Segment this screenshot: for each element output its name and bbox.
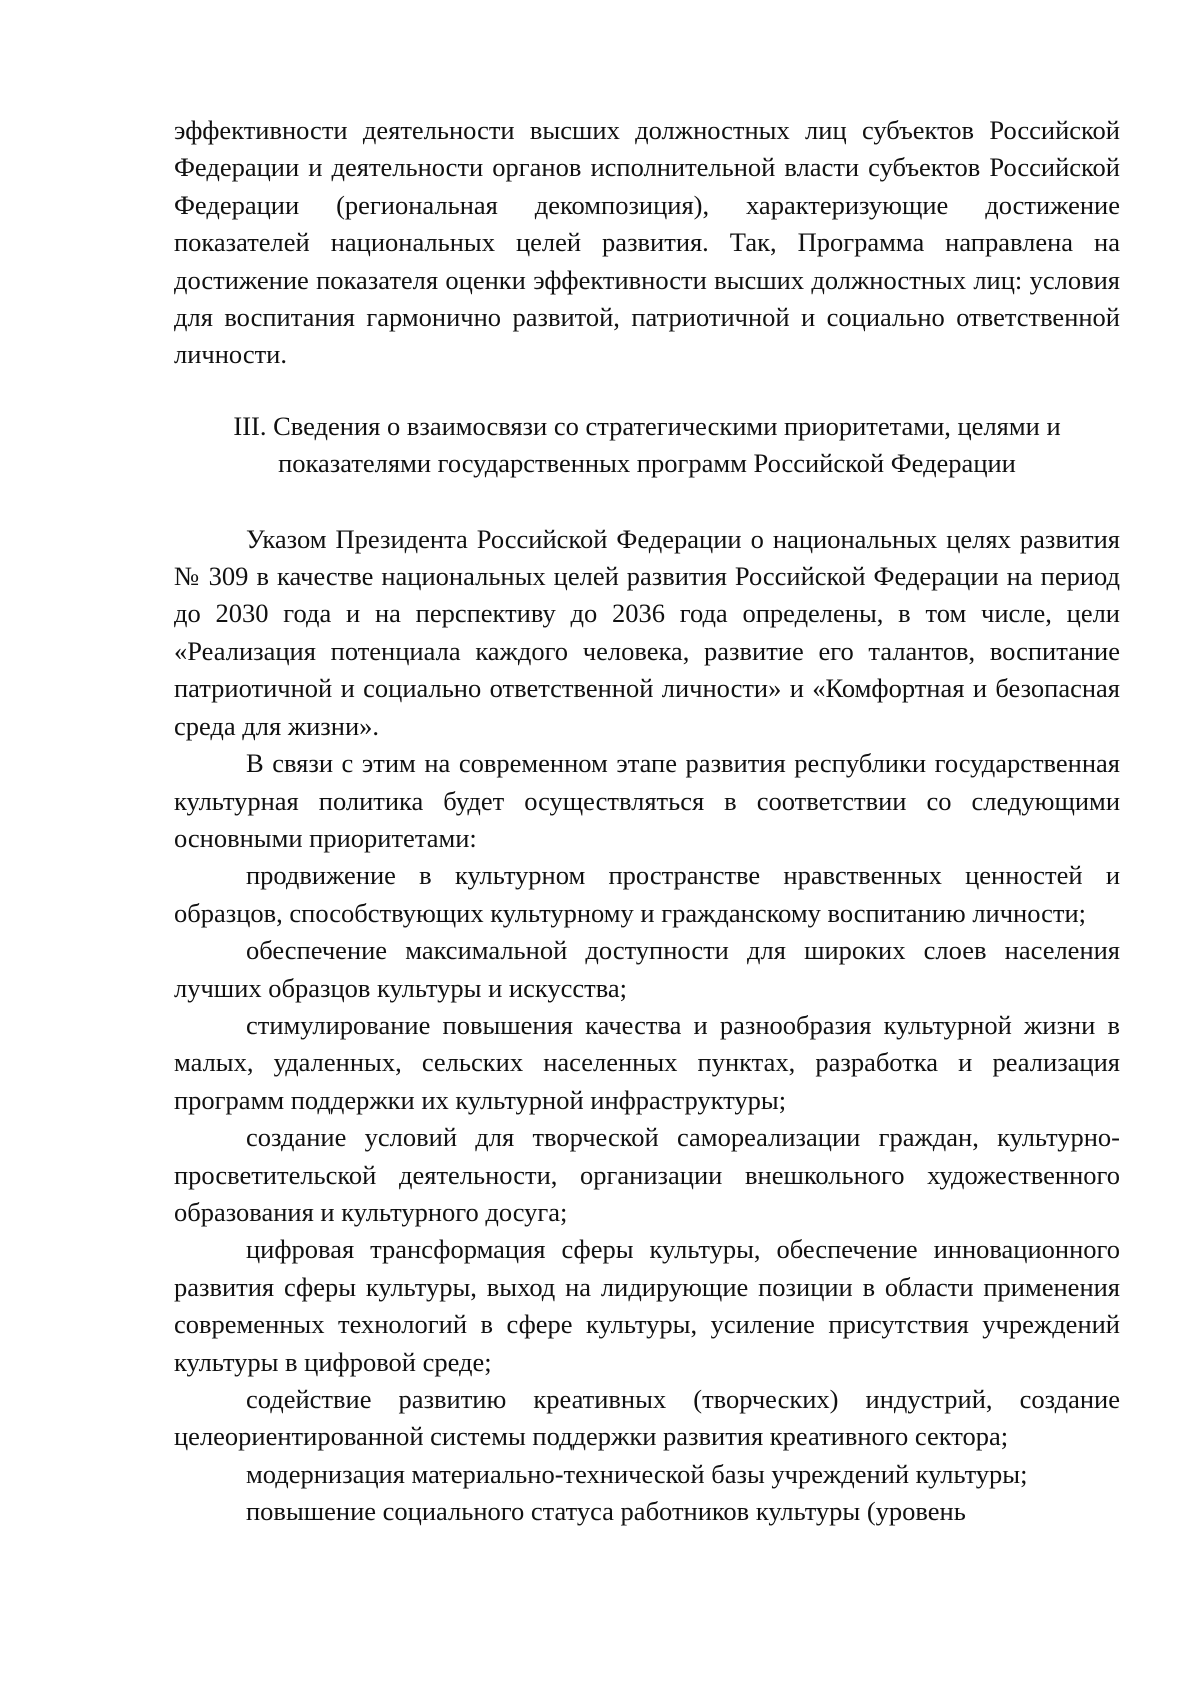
document-body	[174, 112, 1120, 1531]
priority-item: стимулирование повышения качества и разнообразия культурной жизни в малых, удаленных, сельских населенных пунктах, разработка и реализация программ поддержки их культурной инфраструктуры;	[174, 1009, 1120, 1115]
priority-item: модернизация материально-технической базы учреждений культуры;	[246, 1458, 1028, 1489]
priority-item: создание условий для творческой самореализации граждан, культурно-просветительской деятельности, организации внешкольного художественного образования и культурного досуга;	[174, 1122, 1120, 1227]
priority-item: повышение социального статуса работников культуры (уровень	[246, 1496, 966, 1527]
priority-item: цифровая трансформация сферы культуры, обеспечение инновационного развития сферы культуры, выход на лидирующие позиции в области применения современных технологий в сфере культуры, усиление присутствия учреждений культуры в цифровой среде;	[174, 1234, 1120, 1377]
priority-item: содействие развитию креативных (творческих) индустрий, создание целеориентированной системы поддержки развития креативного сектора;	[174, 1384, 1120, 1452]
intro-paragraph: эффективности деятельности высших должностных лиц субъектов Российской Федерации и деятельности органов исполнительной власти субъектов Российской Федерации (региональная декомпозиция), характеризующие достижение показателей национальных целей развития. Так, Программа направлена на достижение показателя оценки эффективности высших должностных лиц: условия для воспитания гармонично развитой, патриотичной и социально ответственной личности.	[174, 115, 1120, 370]
priority-item: обеспечение максимальной доступности для широких слоев населения лучших образцов культуры и искусства;	[174, 935, 1120, 1003]
section-heading-line-1: III. Сведения о взаимосвязи со стратегическими приоритетами, целями и	[233, 410, 1061, 441]
paragraph-policy: В связи с этим на современном этапе развития республики государственная культурная политика будет осуществляться в соответствии со следующими основными приоритетами:	[174, 748, 1120, 853]
priority-item: продвижение в культурном пространстве нравственных ценностей и образцов, способствующих культурному и гражданскому воспитанию личности;	[174, 860, 1120, 928]
section-heading-line-2: показателями государственных программ Российской Федерации	[278, 448, 1016, 479]
section-heading	[174, 408, 1120, 483]
paragraph-decree: Указом Президента Российской Федерации о национальных целях развития № 309 в качестве национальных целей развития Российской Федерации на период до 2030 года и на перспективу до 2036 года определены, в том числе, цели «Реализация потенциала каждого человека, развитие его талантов, воспитание патриотичной и социально ответственной личности» и «Комфортная и безопасная среда для жизни».	[174, 523, 1120, 741]
